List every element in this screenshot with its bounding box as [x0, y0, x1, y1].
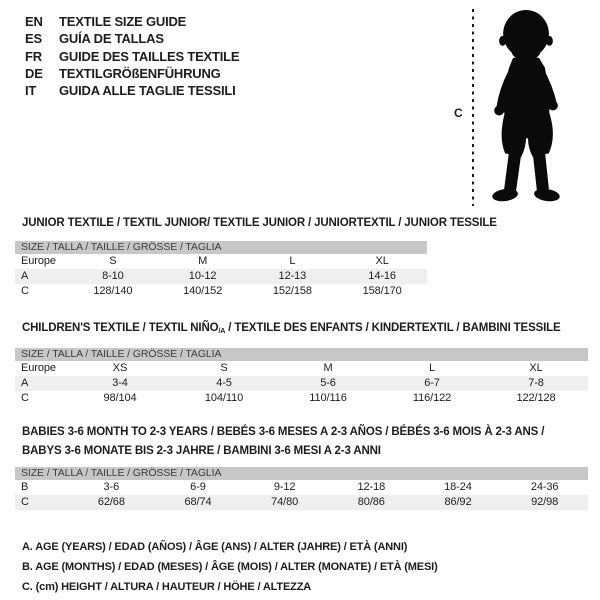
cell: L	[289, 255, 296, 267]
children-title-post: / TEXTILE DES ENFANTS / KINDERTEXTIL / BAMBINI TESSILE	[225, 322, 561, 334]
cell: 116/122	[412, 392, 452, 404]
row-label: Europe	[21, 362, 56, 374]
cell: M	[198, 255, 208, 267]
footnotes	[22, 537, 438, 598]
row-label: A	[15, 376, 68, 391]
cell: 92/98	[501, 495, 588, 510]
cell: 6-9	[190, 481, 206, 493]
cell: 128/140	[93, 285, 133, 297]
cell: 3-4	[68, 376, 172, 391]
row-label: Europe	[21, 255, 56, 267]
table-row-height	[15, 495, 588, 510]
cell: 10-12	[158, 269, 248, 284]
footnote-b: B. AGE (MONTHS) / EDAD (MESES) / ÂGE (MOIS) / ALTER (MONATE) / ETÀ (MESI)	[22, 561, 438, 574]
height-marker-label: C	[454, 106, 463, 120]
babies-section-title	[22, 423, 544, 461]
cell: L	[428, 362, 436, 374]
row-label: B	[21, 481, 29, 493]
language-code: IT	[25, 83, 37, 99]
cell: 122/128	[516, 392, 556, 404]
cell: 14-16	[337, 269, 427, 284]
row-label: C	[21, 392, 29, 404]
size-header-label: SIZE / TALLA / TAILLE / GRÖSSE / TAGLIA	[15, 348, 588, 361]
cell: 18-24	[444, 481, 472, 493]
baby-silhouette-icon	[483, 8, 573, 207]
children-section-title	[22, 322, 561, 335]
size-header-row	[15, 348, 588, 361]
cell: 140/152	[183, 285, 223, 297]
cell: XL	[375, 255, 389, 267]
language-label: GUIDA ALLE TAGLIE TESSILI	[59, 83, 236, 99]
cell: 110/116	[309, 392, 347, 404]
children-title-pre: CHILDREN'S TEXTILE / TEXTIL NIÑO	[22, 322, 219, 334]
babies-size-table	[15, 467, 588, 510]
footnote-c: C. (cm) HEIGHT / ALTURA / HAUTEUR / HÖHE / ALTEZZA	[22, 581, 312, 594]
table-row-europe	[15, 254, 427, 269]
cell: 74/80	[241, 495, 328, 510]
cell: 8-10	[68, 269, 158, 284]
cell: 152/158	[272, 285, 312, 297]
cell: 80/86	[328, 495, 415, 510]
cell: XL	[529, 362, 543, 374]
children-title-subscript: /A	[218, 327, 226, 336]
language-code: FR	[25, 48, 42, 64]
cell: 9-12	[273, 481, 296, 493]
footnote-a: A. AGE (YEARS) / EDAD (AÑOS) / ÂGE (ANS) / ALTER (JAHRE) / ETÀ (ANNI)	[22, 541, 408, 553]
cell: M	[323, 362, 333, 374]
cell: 12-18	[357, 481, 386, 493]
cell: 86/92	[415, 495, 502, 510]
cell: S	[109, 255, 117, 267]
row-label: C	[21, 285, 29, 297]
junior-size-table	[15, 241, 427, 299]
table-row-age-months	[15, 480, 588, 495]
size-header-row	[15, 467, 588, 480]
cell: 104/110	[204, 392, 244, 404]
cell: S	[220, 362, 228, 374]
table-row-age	[15, 269, 427, 284]
height-dotted-line	[472, 9, 474, 206]
language-code: DE	[25, 65, 43, 81]
babies-title-line1: BABIES 3-6 MONTH TO 2-3 YEARS / BEBÉS 3-6 MESES A 2-3 AÑOS / BÉBÉS 3-6 MOIS À 2-3 ANS /	[22, 426, 545, 438]
table-row-europe	[15, 361, 588, 376]
language-code: EN	[25, 14, 43, 29]
language-code: ES	[25, 31, 42, 47]
language-label: TEXTILE SIZE GUIDE	[59, 14, 187, 29]
cell: 3-6	[103, 481, 120, 493]
row-label: A	[15, 269, 68, 284]
cell: 68/74	[155, 495, 242, 510]
language-row-it	[25, 82, 239, 99]
size-header-row	[15, 241, 427, 254]
row-label: C	[15, 495, 68, 510]
language-list	[25, 13, 239, 99]
cell: 62/68	[68, 495, 155, 510]
language-row-fr	[25, 48, 239, 65]
size-header-label: SIZE / TALLA / TAILLE / GRÖSSE / TAGLIA	[15, 241, 427, 254]
language-row-en	[25, 13, 239, 30]
cell: 4-5	[172, 376, 276, 391]
language-row-de	[25, 65, 239, 82]
junior-section-title: JUNIOR TEXTILE / TEXTIL JUNIOR/ TEXTILE JUNIOR / JUNIORTEXTIL / JUNIOR TESSILE	[22, 217, 497, 229]
table-row-height	[15, 284, 427, 299]
cell: 7-8	[484, 376, 588, 391]
size-header-label: SIZE / TALLA / TAILLE / GRÖSSE / TAGLIA	[15, 467, 588, 480]
cell: 5-6	[276, 376, 380, 391]
table-row-height	[15, 391, 588, 406]
cell: 6-7	[380, 376, 484, 391]
children-size-table	[15, 348, 588, 406]
cell: 12-13	[248, 269, 338, 284]
table-row-age	[15, 376, 588, 391]
babies-title-line2: BABYS 3-6 MONATE BIS 2-3 JAHRE / BAMBINI 3-6 MESI A 2-3 ANNI	[22, 445, 381, 457]
language-row-es	[25, 30, 239, 47]
cell: 158/170	[362, 285, 402, 297]
cell: 98/104	[103, 392, 137, 404]
language-label: TEXTILGRÖßENFÜHRUNG	[59, 65, 221, 81]
cell: 24-36	[530, 481, 559, 493]
language-label: GUÍA DE TALLAS	[59, 31, 164, 47]
cell: XS	[112, 362, 128, 374]
language-label: GUIDE DES TAILLES TEXTILE	[59, 48, 240, 64]
